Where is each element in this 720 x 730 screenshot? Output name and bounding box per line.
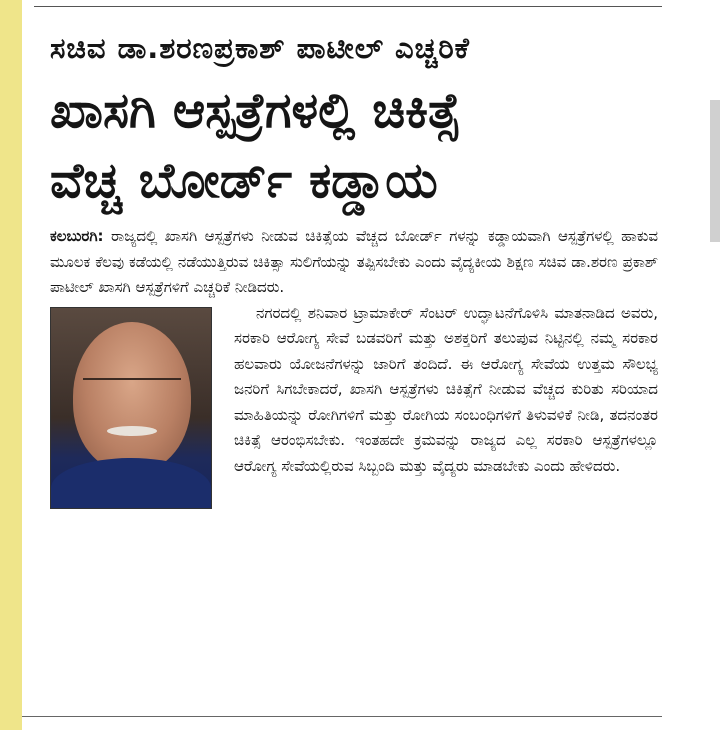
top-divider: [34, 6, 662, 7]
bottom-divider: [22, 716, 662, 717]
article-kicker: ಸಚಿವ ಡಾ.ಶರಣಪ್ರಕಾಶ್ ಪಾಟೀಲ್ ಎಚ್ಚರಿಕೆ: [50, 31, 470, 65]
photo-jacket: [51, 458, 211, 509]
news-article: [46, 14, 658, 714]
article-headline: [50, 76, 658, 216]
paragraph-2: ನಗರದಲ್ಲಿ ಶನಿವಾರ ಟ್ರಾಮಾಕೇರ್ ಸೆಂಟರ್ ಉದ್ಘಾಟನೆಗೊಳಿಸಿ ಮಾತನಾಡಿದ ಅವರು, ಸರಕಾರಿ ಆರೋಗ್ಯ ಸೇವೆ ಬಡವರಿಗೆ ಮತ್ತು ಅಶಕ್ತರಿಗೆ ತಲುಪುವ ನಿಟ್ಟಿನಲ್ಲಿ ನಮ್ಮ ಸರಕಾರ ಹಲವಾರು ಯೋಜನೆಗಳನ್ನು ಜಾರಿಗೆ ತಂದಿದೆ. ಈ ಆರೋಗ್ಯ ಸೇವೆಯ ಉತ್ತಮ ಸೌಲಭ್ಯ ಜನರಿಗೆ ಸಿಗಬೇಕಾದರೆ, ಖಾಸಗಿ ಆಸ್ಪತ್ರೆಗಳು ಚಿಕಿತ್ಸೆಗೆ ನೀಡುವ ವೆಚ್ಚದ ಕುರಿತು ಸರಿಯಾದ ಮಾಹಿತಿಯನ್ನು ರೋಗಿಗಳಿಗೆ ಮತ್ತು ರೋಗಿಯ ಸಂಬಂಧಿಗಳಿಗೆ ತಿಳುವಳಿಕೆ ನೀಡಿ, ತದನಂತರ ಚಿಕಿತ್ಸೆ ಆರಂಭಿಸಬೇಕು. ಇಂತಹದೇ ಕ್ರಮವನ್ನು ರಾಜ್ಯದ ಎಲ್ಲ ಸರಕಾರಿ ಆಸ್ಪತ್ರೆಗಳಲ್ಲೂ ಆರೋಗ್ಯ ಸೇವೆಯಲ್ಲಿರುವ ಸಿಬ್ಬಂದಿ ಮತ್ತು ವೈದ್ಯರು ಮಾಡಬೇಕು ಎಂದು ಹೇಳಿದರು.: [234, 303, 658, 475]
paragraph-1: [50, 224, 658, 301]
article-body: [50, 224, 658, 479]
adjacent-column-edge: [710, 100, 720, 242]
dateline: ಕಲಬುರಗಿ:: [50, 227, 104, 245]
minister-photo: [50, 307, 212, 509]
paragraph-1-text: ರಾಜ್ಯದಲ್ಲಿ ಖಾಸಗಿ ಆಸ್ಪತ್ರೆಗಳು ನೀಡುವ ಚಿಕಿತ್ಸೆಯ ವೆಚ್ಚದ ಬೋರ್ಡ್ ಗಳನ್ನು ಕಡ್ಡಾಯವಾಗಿ ಆಸ್ಪತ್ರೆಗಳಲ್ಲಿ ಹಾಕುವ ಮೂಲಕ ಕೆಲವು ಕಡೆಯಲ್ಲಿ ನಡೆಯುತ್ತಿರುವ ಚಿಕಿತ್ಸಾ ಸುಲಿಗೆಯನ್ನು ತಪ್ಪಿಸಬೇಕು ಎಂದು ವೈದ್ಯಕೀಯ ಶಿಕ್ಷಣ ಸಚಿವ ಡಾ.ಶರಣ ಪ್ರಕಾಶ್ ಪಾಟೀಲ್ ಖಾಸಗಿ ಆಸ್ಪತ್ರೆಗಳಿಗೆ ಎಚ್ಚರಿಕೆ ನೀಡಿದರು.: [50, 227, 658, 296]
photo-glasses: [83, 378, 181, 402]
yellow-margin-strip: [0, 0, 22, 730]
headline-line-1: ಖಾಸಗಿ ಆಸ್ಪತ್ರೆಗಳಲ್ಲಿ ಚಿಕಿತ್ಸೆ: [50, 82, 461, 139]
photo-mustache: [107, 426, 157, 436]
headline-line-2: ವೆಚ್ಚ ಬೋರ್ಡ್ ಕಡ್ಡಾಯ: [50, 152, 438, 209]
